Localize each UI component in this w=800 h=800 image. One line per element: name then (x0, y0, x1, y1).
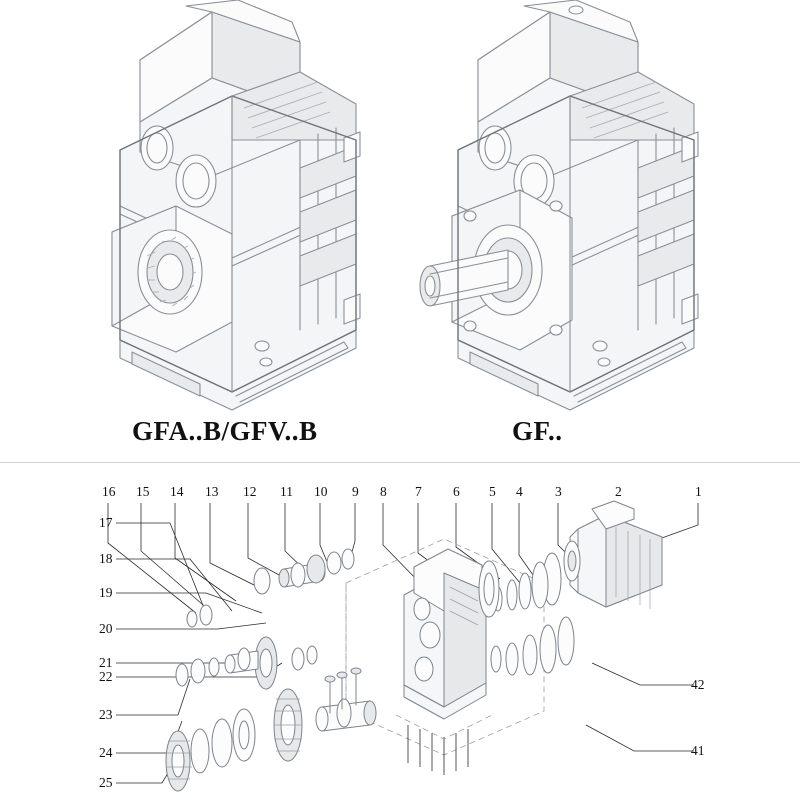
exploded-label-16: 16 (102, 484, 116, 499)
exploded-label-2: 2 (615, 484, 622, 499)
caption-gfab-gfvb: GFA..B/GFV..B (132, 416, 318, 446)
part-gear-middle (176, 637, 317, 689)
exploded-label-19: 19 (99, 585, 113, 600)
exploded-label-9: 9 (352, 484, 359, 499)
caption-gf: GF.. (512, 416, 563, 446)
part-flange-stack (479, 553, 561, 617)
exploded-label-24: 24 (99, 745, 113, 760)
exploded-label-6: 6 (453, 484, 460, 499)
exploded-label-12: 12 (243, 484, 257, 499)
exploded-label-7: 7 (415, 484, 422, 499)
exploded-label-5: 5 (489, 484, 496, 499)
exploded-label-42: 42 (691, 677, 705, 692)
exploded-label-8: 8 (380, 484, 387, 499)
part-rings-right (491, 617, 574, 675)
exploded-label-17: 17 (99, 515, 113, 530)
exploded-label-23: 23 (99, 707, 113, 722)
exploded-label-21: 21 (99, 655, 113, 670)
exploded-label-18: 18 (99, 551, 113, 566)
exploded-label-14: 14 (170, 484, 184, 499)
part-gear-large (166, 689, 376, 791)
exploded-label-20: 20 (99, 621, 113, 636)
exploded-label-22: 22 (99, 669, 113, 684)
exploded-label-41: 41 (691, 743, 705, 758)
exploded-label-3: 3 (555, 484, 562, 499)
exploded-label-1: 1 (695, 484, 702, 499)
part-small-left (187, 605, 212, 627)
exploded-label-25: 25 (99, 775, 113, 790)
exploded-label-4: 4 (516, 484, 523, 499)
exploded-view-section (0, 463, 800, 800)
leader-lines-right (586, 663, 694, 751)
gearbox-drawing-right (420, 0, 698, 410)
gearbox-drawing-left (112, 0, 360, 410)
part-motor (564, 501, 662, 609)
exploded-label-15: 15 (136, 484, 150, 499)
exploded-label-10: 10 (314, 484, 328, 499)
part-pinion-shaft (254, 549, 354, 594)
exploded-view-drawing (0, 463, 800, 800)
exploded-label-13: 13 (205, 484, 219, 499)
exploded-label-11: 11 (280, 484, 293, 499)
